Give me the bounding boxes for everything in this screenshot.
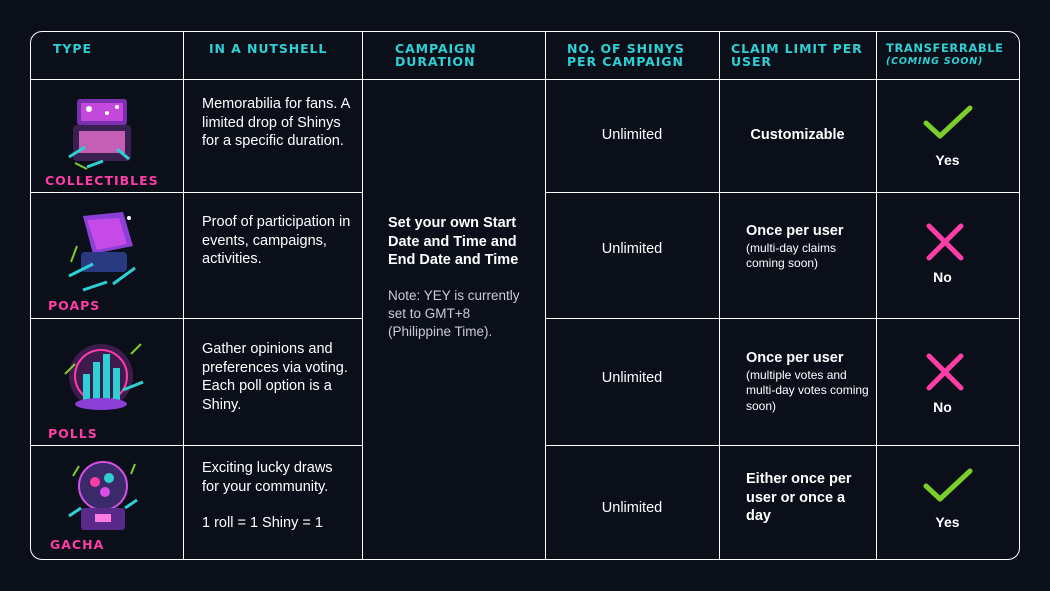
column-divider: [362, 32, 363, 559]
column-divider: [719, 32, 720, 559]
duration-note: Note: YEY is currently set to GMT+8 (Philippine Time).: [388, 288, 520, 339]
claim-note-polls: (multiple votes and multi-day votes coming soon): [746, 367, 869, 413]
column-divider: [183, 32, 184, 559]
nutshell-polls: Gather opinions and preferences via voting. Each poll option is a Shiny.: [202, 341, 348, 413]
nutshell-gacha-extra: 1 roll = 1 Shiny = 1: [202, 515, 323, 531]
type-label-poaps: POAPS: [48, 298, 101, 313]
gacha-machine-icon: [67, 456, 139, 540]
transferable-polls: No: [933, 399, 952, 415]
nutshell-poaps: Proof of participation in events, campaigns, activities.: [202, 214, 351, 267]
claim-polls-cell: [746, 349, 871, 414]
shinys-gacha: Unlimited: [601, 500, 663, 516]
header-nutshell: IN A NUTSHELL: [209, 41, 328, 56]
header-transferable: [886, 42, 1020, 89]
claim-gacha: Either once per user or once a day: [746, 471, 852, 524]
row-divider: [31, 318, 362, 319]
row-divider: [545, 318, 1019, 319]
duration-main: Set your own Start Date and Time and End Date and Time: [388, 215, 519, 268]
column-divider: [545, 32, 546, 559]
row-divider: [545, 192, 1019, 193]
polls-chart-icon: [61, 334, 145, 424]
type-label-gacha: GACHA: [50, 537, 105, 552]
row-divider: [31, 192, 362, 193]
nutshell-gacha: Exciting lucky draws for your community.: [202, 460, 333, 495]
check-icon: [923, 468, 973, 504]
check-icon: [923, 105, 973, 141]
transferable-collectibles: Yes: [935, 152, 960, 168]
header-claim-limit: CLAIM LIMIT PER USER: [731, 41, 863, 69]
nutshell-collectibles: Memorabilia for fans. A limited drop of Shinys for a specific duration.: [202, 96, 350, 149]
claim-collectibles: Customizable: [750, 127, 845, 143]
row-divider: [31, 445, 362, 446]
claim-poaps-cell: [746, 222, 871, 272]
shinys-collectibles: Unlimited: [601, 127, 663, 143]
header-transferable-label: TRANSFERRABLE: [886, 41, 1004, 55]
cross-icon: [925, 222, 965, 262]
type-label-polls: POLLS: [48, 426, 98, 441]
poaps-badge-icon: [63, 206, 143, 298]
collectibles-chest-icon: [67, 87, 139, 175]
claim-poaps: Once per user: [746, 223, 844, 239]
column-divider: [876, 32, 877, 559]
shinys-poaps: Unlimited: [601, 241, 663, 257]
cross-icon: [925, 352, 965, 392]
shinys-polls: Unlimited: [601, 370, 663, 386]
header-transferable-sub: (COMING SOON): [886, 56, 984, 67]
claim-note-poaps: (multi-day claims coming soon): [746, 240, 837, 270]
transferable-poaps: No: [933, 269, 952, 285]
comparison-table: [30, 31, 1020, 560]
row-divider: [545, 445, 1019, 446]
type-label-collectibles: COLLECTIBLES: [45, 173, 159, 188]
header-shinys: NO. OF SHINYS PER CAMPAIGN: [567, 41, 685, 69]
header-duration: CAMPAIGN DURATION: [395, 41, 477, 69]
transferable-gacha: Yes: [935, 514, 960, 530]
claim-polls: Once per user: [746, 350, 844, 366]
header-type: TYPE: [53, 41, 92, 56]
